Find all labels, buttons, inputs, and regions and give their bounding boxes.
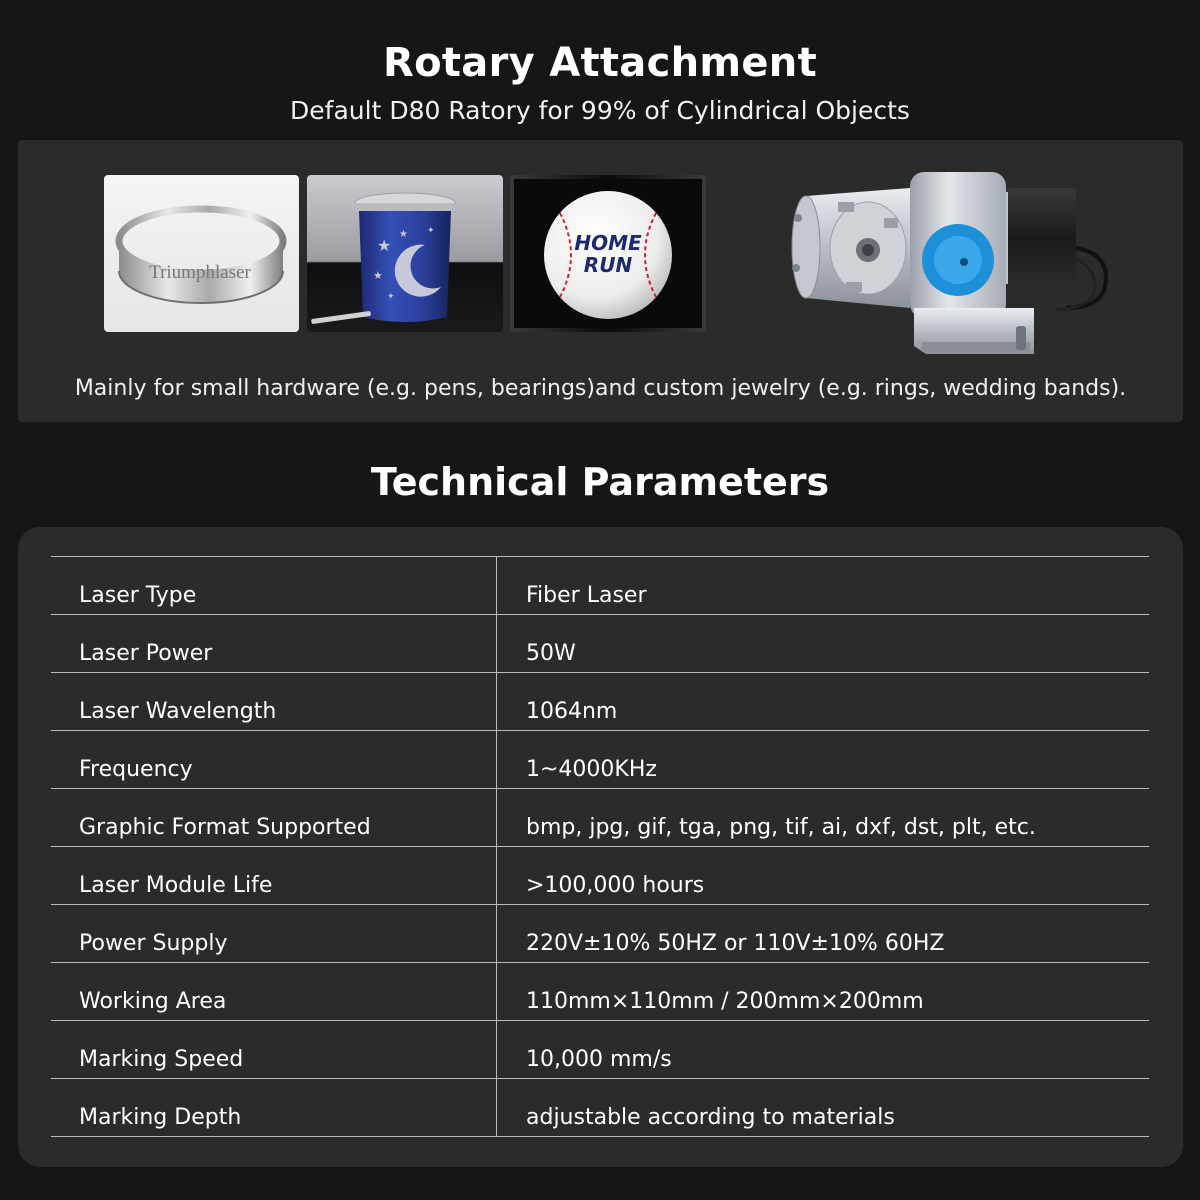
page-subtitle: Default D80 Ratory for 99% of Cylindrical Objects xyxy=(290,96,910,125)
table-row xyxy=(51,963,1149,1021)
baseball-print-line2: RUN xyxy=(583,253,633,277)
svg-text:✦: ✦ xyxy=(427,226,435,236)
svg-text:★: ★ xyxy=(377,236,392,255)
param-value: 110mm×110mm / 200mm×200mm xyxy=(526,989,924,1014)
parameters-table xyxy=(51,556,1149,1137)
rotary-device-image xyxy=(776,158,1121,368)
param-label: Laser Wavelength xyxy=(51,673,497,730)
svg-text:★: ★ xyxy=(399,229,408,240)
rotary-caption: Mainly for small hardware (e.g. pens, bearings)and custom jewelry (e.g. rings, wedding bands). xyxy=(74,376,1127,401)
param-value: Fiber Laser xyxy=(526,583,647,608)
table-row xyxy=(51,1021,1149,1079)
param-value: 50W xyxy=(526,641,576,666)
baseball-image xyxy=(510,175,706,332)
table-row xyxy=(51,731,1149,789)
param-label: Laser Module Life xyxy=(51,847,497,904)
param-label: Power Supply xyxy=(51,905,497,962)
table-row xyxy=(51,673,1149,731)
param-value: bmp, jpg, gif, tga, png, tif, ai, dxf, dst, plt, etc. xyxy=(526,815,1036,840)
param-label: Marking Depth xyxy=(51,1079,497,1136)
param-label: Working Area xyxy=(51,963,497,1020)
param-value: 220V±10% 50HZ or 110V±10% 60HZ xyxy=(526,931,945,956)
rotary-panel xyxy=(18,140,1183,422)
param-label: Graphic Format Supported xyxy=(51,789,497,846)
technical-parameters-panel xyxy=(18,527,1183,1167)
ring-image xyxy=(104,175,299,332)
param-label: Marking Speed xyxy=(51,1021,497,1078)
param-value: 1064nm xyxy=(526,699,618,724)
table-row xyxy=(51,905,1149,963)
baseball-print-line1: HOME xyxy=(574,231,642,255)
param-label: Laser Type xyxy=(51,557,497,614)
param-value: 10,000 mm/s xyxy=(526,1047,672,1072)
param-label: Laser Power xyxy=(51,615,497,672)
table-row xyxy=(51,789,1149,847)
param-value: 1~4000KHz xyxy=(526,757,657,782)
table-row xyxy=(51,557,1149,615)
technical-title: Technical Parameters xyxy=(370,460,830,504)
param-value: >100,000 hours xyxy=(526,873,705,898)
svg-text:✦: ✦ xyxy=(387,292,395,302)
param-value: adjustable according to materials xyxy=(526,1105,895,1130)
table-row xyxy=(51,847,1149,905)
svg-text:★: ★ xyxy=(373,269,383,282)
page-title: Rotary Attachment xyxy=(382,40,817,86)
table-row xyxy=(51,615,1149,673)
param-label: Frequency xyxy=(51,731,497,788)
tumbler-image xyxy=(307,175,503,332)
ring-engraving: Triumphlaser xyxy=(149,262,251,283)
table-row xyxy=(51,1079,1149,1137)
